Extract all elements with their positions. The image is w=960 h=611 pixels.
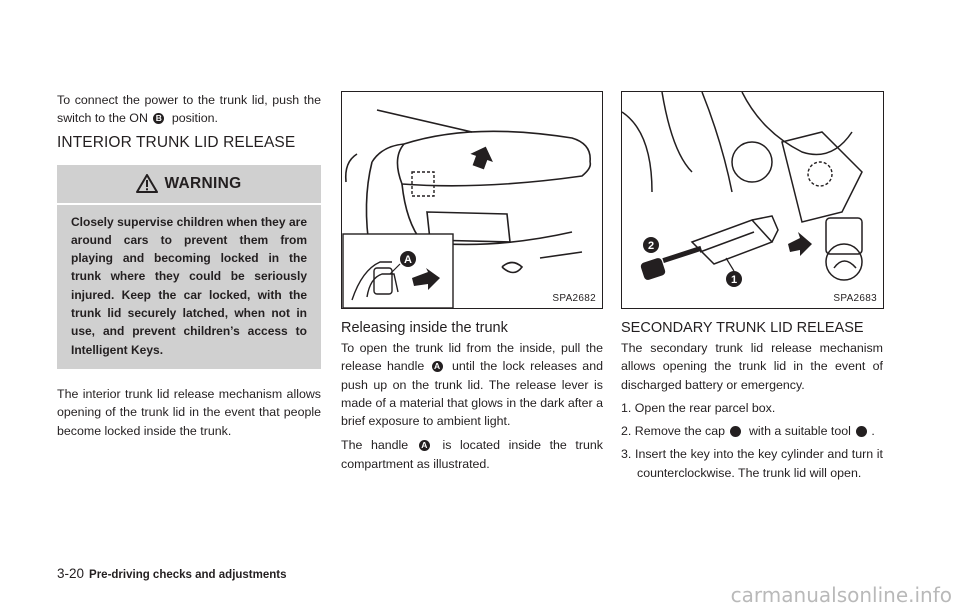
secondary-release-text <box>621 339 883 482</box>
list-item: 1. Open the rear parcel box. <box>621 400 776 415</box>
figure-marker-1: 1 <box>730 274 738 286</box>
figure-marker-2: 2 <box>647 240 655 252</box>
list-item: 2. Remove the cap 1 with a suitable tool 2 . <box>621 424 875 439</box>
steps-list <box>621 399 883 482</box>
section-heading-secondary-release: SECONDARY TRUNK LID RELEASE <box>621 320 864 336</box>
figure-label: SPA2683 <box>833 293 877 304</box>
page-footer <box>57 566 287 581</box>
column-left <box>57 0 321 440</box>
secondary-intro: The secondary trunk lid release mechanism allows opening the trunk lid in the event of discharged battery or emergency. <box>621 341 883 392</box>
figure-spa2682 <box>341 91 603 309</box>
watermark: carmanualsonline.info <box>730 583 952 607</box>
warning-header <box>57 165 321 205</box>
warning-text: Closely supervise children when they are around cars to prevent them from playing and becoming locked in the trunk where they could be seriously injured. Keep the car locked, with the trunk lid securely latched, when not in use, and prevent children’s access to Intelligent Keys. <box>71 214 307 357</box>
releasing-paragraph-1: To open the trunk lid from the inside, pull the release handle A until the lock releases and push up on the trunk lid. The release lever is made of a material that glows in the dark after a brief exposure to ambient light. <box>341 341 603 429</box>
marker-b: B <box>153 113 164 124</box>
figure-spa2683 <box>621 91 884 309</box>
subheading-releasing-inside: Releasing inside the trunk <box>341 320 508 336</box>
section-heading-interior-release: INTERIOR TRUNK LID RELEASE <box>57 133 296 151</box>
trunk-release-illustration <box>342 92 602 308</box>
warning-title: WARNING <box>164 174 242 192</box>
list-item: 3. Insert the key into the key cylinder and turn it counterclockwise. The trunk lid will open. <box>621 447 883 480</box>
key-cylinder-illustration <box>622 92 883 308</box>
releasing-paragraph-2: The handle A is located inside the trunk compartment as illustrated. <box>341 438 603 471</box>
warning-box <box>57 165 321 369</box>
marker-1: 1 <box>730 426 741 437</box>
marker-a: A <box>432 361 443 372</box>
releasing-text <box>341 339 603 473</box>
section-title: Pre-driving checks and adjustments <box>89 569 287 581</box>
warning-triangle-icon <box>136 174 158 193</box>
page-number: 3-20 <box>57 566 85 581</box>
marker-a: A <box>419 440 430 451</box>
figure-label: SPA2682 <box>552 293 596 304</box>
interior-release-body: The interior trunk lid release mechanism allows opening of the trunk lid in the event that people become locked inside the trunk. <box>57 386 321 438</box>
intro-paragraph: To connect the power to the trunk lid, push the switch to the ON B position. <box>57 93 321 126</box>
marker-2: 2 <box>856 426 867 437</box>
figure-marker-a: A <box>404 254 412 266</box>
